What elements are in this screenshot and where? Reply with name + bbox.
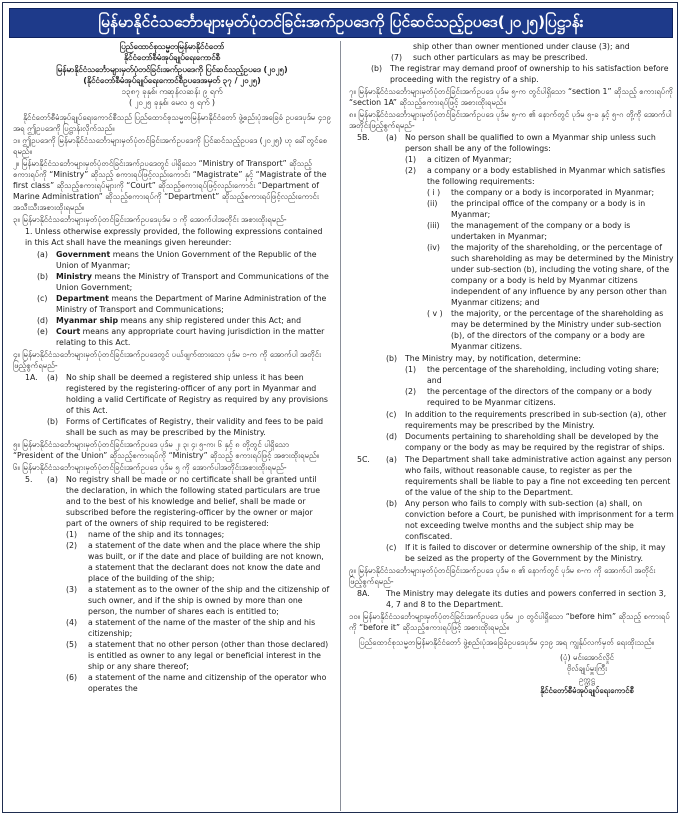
particular-item: (3) a statement as to the owner of the ship and the citizenship of such owner, and if the ship is owned by more than one person, the number of shares each is entitled to; (66, 584, 330, 616)
section-5-b: (b) The registrar may demand proof of ownership to his satisfaction before proceeding with the registry of a ship. (371, 64, 669, 84)
signatory-title: ဥက္ကဋ္ဌ (578, 675, 596, 684)
requirement-item: (iii) the management of the company or a body is undertaken in Myanmar; (427, 221, 631, 241)
signatory-name: (ပုံ) မင်းအောင်လှိုင် (559, 653, 615, 662)
header-line-3: မြန်မာနိုင်ငံသင်္ဘောများမှတ်ပုံတင်ခြင်းအက်ဥပဒေကို ပြင်ဆင်သည့်ဥပဒေ (၂၀၂၅) (56, 64, 288, 74)
definition-item: (e) Court means any appropriate court having jurisdiction in the matter relating to this Act. (37, 326, 325, 347)
header-line-1: ပြည်ထောင်စုသမ္မတမြန်မာနိုင်ငံတော် (119, 42, 225, 51)
particular-continued: ship other than owner mentioned under clause (3); and (413, 42, 630, 51)
title-banner (9, 8, 673, 38)
requirements-list (349, 187, 675, 352)
requirement-item: ( i ) the company or a body is incorporated in Myanmar; (427, 188, 655, 197)
section-8: ၈။ မြန်မာနိုင်ငံသင်္ဘောများမှတ်ပုံတင်ခြင်းအက်ဥပဒေ ပုဒ်မ ၅-က ၏ နောက်တွင် ပုဒ်မ ၅-ခ နှင့် ၅-ဂ တို့ကို အောက်ပါအတိုင်းဖြည့်စွက်ရမည်- (349, 110, 672, 130)
law-header (13, 41, 331, 109)
particular-item: (2) a statement of the date when and the place where the ship was built, or if the date and place of building are not known, a statement that the declarant does not know the date and place of the building of the ship; (66, 540, 324, 583)
column-divider (340, 41, 341, 811)
section-1a-a: 1A. (a) No ship shall be deemed a registered ship unless it has been registered by the registering-officer of any port in Myanmar and holding a valid Certificate of Registry as required by any provisions of this Act. (25, 372, 328, 415)
section-5b-a: 5B. (a) No person shall be qualified to own a Myanmar ship unless such person shall be any of the followings: (357, 133, 656, 153)
section-5c-a: 5C. (a) The Department shall take administrative action against any person who fails, without reasonable cause, to register as per the requirements shall be liable to pay a fine not exceeding ten percent of the value of the ship to the Department. (357, 455, 672, 497)
definition-item: (a) Government means the Union Government of the Republic of the Union of Myanmar; (37, 249, 317, 270)
section-3: ၃။ မြန်မာနိုင်ငံသင်္ဘောများမှတ်ပုံတင်ခြင်းအက်ဥပဒေပုဒ်မ ၁ ကို အောက်ပါအတိုင်း အစားထိုးရမည်- (13, 214, 287, 224)
header-line-4: (နိုင်ငံတော်စီမံအုပ်ချုပ်ရေးကောင်စီဥပဒေအမှတ် ၃၇ / ၂၀၂၅) (83, 75, 261, 85)
closing-statement: ပြည်ထောင်စုသမ္မတမြန်မာနိုင်ငံတော် ဖွဲ့စည်းပုံအခြေခံဥပဒေပုဒ်မ ၄၁၉ အရ ကျွန်ုပ်လက်မှတ် ရေးထိုးသည်။ (359, 638, 655, 647)
particular-item: (6) a statement of the name and citizenship of the operator who operates the (66, 672, 327, 693)
definitions-list (13, 249, 331, 348)
section-1a-b: (b) Forms of Certificates of Registry, their validity and fees to be paid shall be such as may be prescribed by the Ministry. (47, 416, 324, 437)
header-line-5: ၁၃၈၇ ခုနှစ်၊ ကဆုန်လဆန်း ၉ ရက် (121, 87, 223, 97)
section-5b-c: (c) In addition to the requirements prescribed in sub-section (a), other requirements may be prescribed by the Ministry. (386, 410, 667, 430)
section-5b-b: (b) The Ministry may, by notification, determine: (386, 354, 581, 363)
particular-item: (7) such other particulars as may be prescribed. (391, 53, 588, 62)
requirement-item: (iv) the majority of the shareholding, or the percentage of such shareholding as may be determined by the Ministry under sub-section (b), including the voting share, of the company or a body is held by Myanmar citizens independent of any influence by any person other than Myanmar citizens; and (427, 243, 674, 307)
section-7: ၇။ မြန်မာနိုင်ငံသင်္ဘောများမှတ်ပုံတင်ခြင်းအက်ဥပဒေ ပုဒ်မ ၅-က တွင်ပါရှိသော “section 1” ဆိုသည့် စကားရပ်ကို “section 1A” ဆိုသည့်စကားရပ်ဖြင့် အစားထိုးရမည်။ (349, 87, 673, 107)
definition-item: (b) Ministry means the Ministry of Transport and Communications of the Union Government; (37, 271, 329, 292)
section-3-clause-1: 1. Unless otherwise expressly provided, the following expressions contained in this Act shall have the meanings given hereunder: (25, 226, 323, 247)
left-column (13, 41, 331, 809)
section-10: ၁၀။ မြန်မာနိုင်ငံသင်္ဘောများမှတ်ပုံတင်ခြင်းအက်ဥပဒေ ပုဒ်မ ၂၀ တွင်ပါရှိသော “before him” ဆိုသည့် စကားရပ်ကို “before it” ဆိုသည့်စကားရပ်ဖြင့် အစားထိုးရမည်။ (349, 612, 670, 632)
owner-item: (1) a citizen of Myanmar; (405, 155, 512, 164)
section-5c-b: (b) Any person who fails to comply with sub-section (a) shall, on conviction before a Court, be punished with imprisonment for a term not exceeding twelve months and the subject ship may be confiscated. (386, 499, 674, 541)
header-line-6: ( ၂၀၂၅ ခုနှစ်၊ မေလ ၅ ရက် ) (128, 98, 216, 108)
section-1: ၁။ ဤဥပဒေကို မြန်မာနိုင်ငံသင်္ဘောများမှတ်ပုံတင်ခြင်းအက်ဥပဒေကို ပြင်ဆင်သည့်ဥပဒေ (၂၀၂၅) ဟု ခေါ်တွင်စေရမည်။ (13, 135, 328, 156)
particular-item: (1) name of the ship and its tonnages; (66, 529, 225, 539)
section-8a: 8A. The Ministry may delegate its duties and powers conferred in section 3, 4, 7 and 8 to the Department. (357, 589, 667, 609)
requirement-item: ( v ) the majority, or the percentage of the shareholding as may be determined by the Ministry under sub-section (b), of the directors of the company or a body are Myanmar citizens. (427, 309, 664, 351)
definition-item: (d) Myanmar ship means any ship registered under this Act; and (37, 315, 302, 325)
definition-item: (c) Department means the Department of Marine Administration of the Ministry of Transport and Communications; (37, 293, 327, 314)
header-line-2: နိုင်ငံတော်စီမံအုပ်ချုပ်ရေးကောင်စီ (123, 53, 221, 63)
signatory-body: နိုင်ငံတော်စီမံအုပ်ချုပ်ရေးကောင်စီ (540, 686, 634, 695)
section-5-a: 5. (a) No registry shall be made or no certificate shall be granted until the declaration, in which the following stated particulars are true and to the best of his knowledge and belief, shall be made or subscribed before the registering-officer by the owner or major part of the owners of ship required to be registered: (25, 474, 321, 528)
particular-item: (5) a statement that no other person (other than those declared) is entitled as owner to any legal or beneficial interest in the ship or any share thereof; (66, 639, 329, 671)
requirement-item: (ii) the principal office of the company or a body is in Myanmar; (427, 199, 646, 219)
determine-item: (1) the percentage of the shareholding, including voting share; and (405, 365, 660, 385)
section-5b-d: (d) Documents pertaining to shareholding shall be developed by the company or the body as may be required by the registrar of ships. (386, 432, 665, 452)
document-page (2, 2, 678, 813)
signature-block (499, 652, 675, 696)
section-6: ၆။ မြန်မာနိုင်ငံသင်္ဘောများမှတ်ပုံတင်ခြင်းအက်ဥပဒေ ပုဒ်မ ၅ ကို အောက်ပါအတိုင်းအစားထိုးရမည်- (13, 462, 287, 472)
particular-item: (4) a statement of the name of the master of the ship and his citizenship; (66, 617, 316, 638)
right-column (349, 41, 675, 809)
section-5c-c: (c) If it is failed to discover or determine ownership of the ship, it may be seized as the property of the Government by the Ministry. (386, 543, 666, 563)
page-title: မြန်မာနိုင်ငံသင်္ဘောများမှတ်ပုံတင်ခြင်းအက်ဥပဒေကို ပြင်ဆင်သည့်ဥပဒေ(၂၀၂၅)ပြဋ္ဌာန်း (98, 12, 584, 31)
intro-paragraph: နိုင်ငံတော်စီမံအုပ်ချုပ်ရေးကောင်စီသည် ပြည်ထောင်စုသမ္မတမြန်မာနိုင်ငံတော် ဖွဲ့စည်းပုံအခြေခံ ဥပဒေပုဒ်မ ၄၁၉ အရ ဤဥပဒေကို ပြဋ္ဌာန်းလိုက်သည်။ (13, 112, 331, 133)
owner-item: (2) a company or a body established in Myanmar which satisfies the following requirements: (405, 166, 666, 186)
determine-item: (2) the percentage of the directors of the company or a body required to be Myanmar citizens. (405, 387, 652, 407)
particulars-list (13, 529, 331, 694)
section-4: ၄။ မြန်မာနိုင်ငံသင်္ဘောများမှတ်ပုံတင်ခြင်းအက်ဥပဒေတွင် ပယ်ဖျက်ထားသော ပုဒ်မ ၁-က ကို အောက်ပါ အတိုင်း ဖြည့်စွက်ရမည်- (13, 349, 322, 370)
signatory-rank: ဗိုလ်ချုပ်မှူးကြီး (566, 664, 608, 673)
section-5: ၅။ မြန်မာနိုင်ငံသင်္ဘောများမှတ်ပုံတင်ခြင်းအက်ဥပဒေ ပုဒ်မ ၂၊ ၃၊ ၄၊ ၅-က၊ ၆ နှင့် ၈ တို့တွင် ပါရှိသော “President of the Union” ဆိုသည့်စကားရပ်ကို “Ministry” ဆိုသည့် စကားရပ်ဖြင့် အစားထိုးရမည်။ (13, 439, 319, 460)
section-9: ၉။ မြန်မာနိုင်ငံသင်္ဘောများမှတ်ပုံတင်ခြင်းအက်ဥပဒေ ပုဒ်မ ၈ ၏ နောက်တွင် ပုဒ်မ ၈-က ကို အောက်ပါ အတိုင်း ဖြည့်စွက်ရမည်- (349, 566, 656, 586)
section-2: ၂။ မြန်မာနိုင်ငံသင်္ဘောများမှတ်ပုံတင်ခြင်းအက်ဥပဒေတွင် ပါရှိသော “Ministry of Transport” ဆိုသည့် စကားရပ်ကို “Ministry” ဆိုသည့် စကားရပ်ဖြင့်လည်းကောင်း “Magistrate” နှင့် “Magistrate of the first class” ဆိုသည့်စကားရပ်များကို “Court” ဆိုသည့်စကားရပ်ဖြင့်လည်းကောင်း “Department of Marine Administration” ဆိုသည့်စကားရပ်ကို “Department” ဆိုသည့်စကားရပ်ဖြင့်လည်းကောင်း အသီးသီးအစားထိုးရမည်။ (13, 158, 327, 212)
